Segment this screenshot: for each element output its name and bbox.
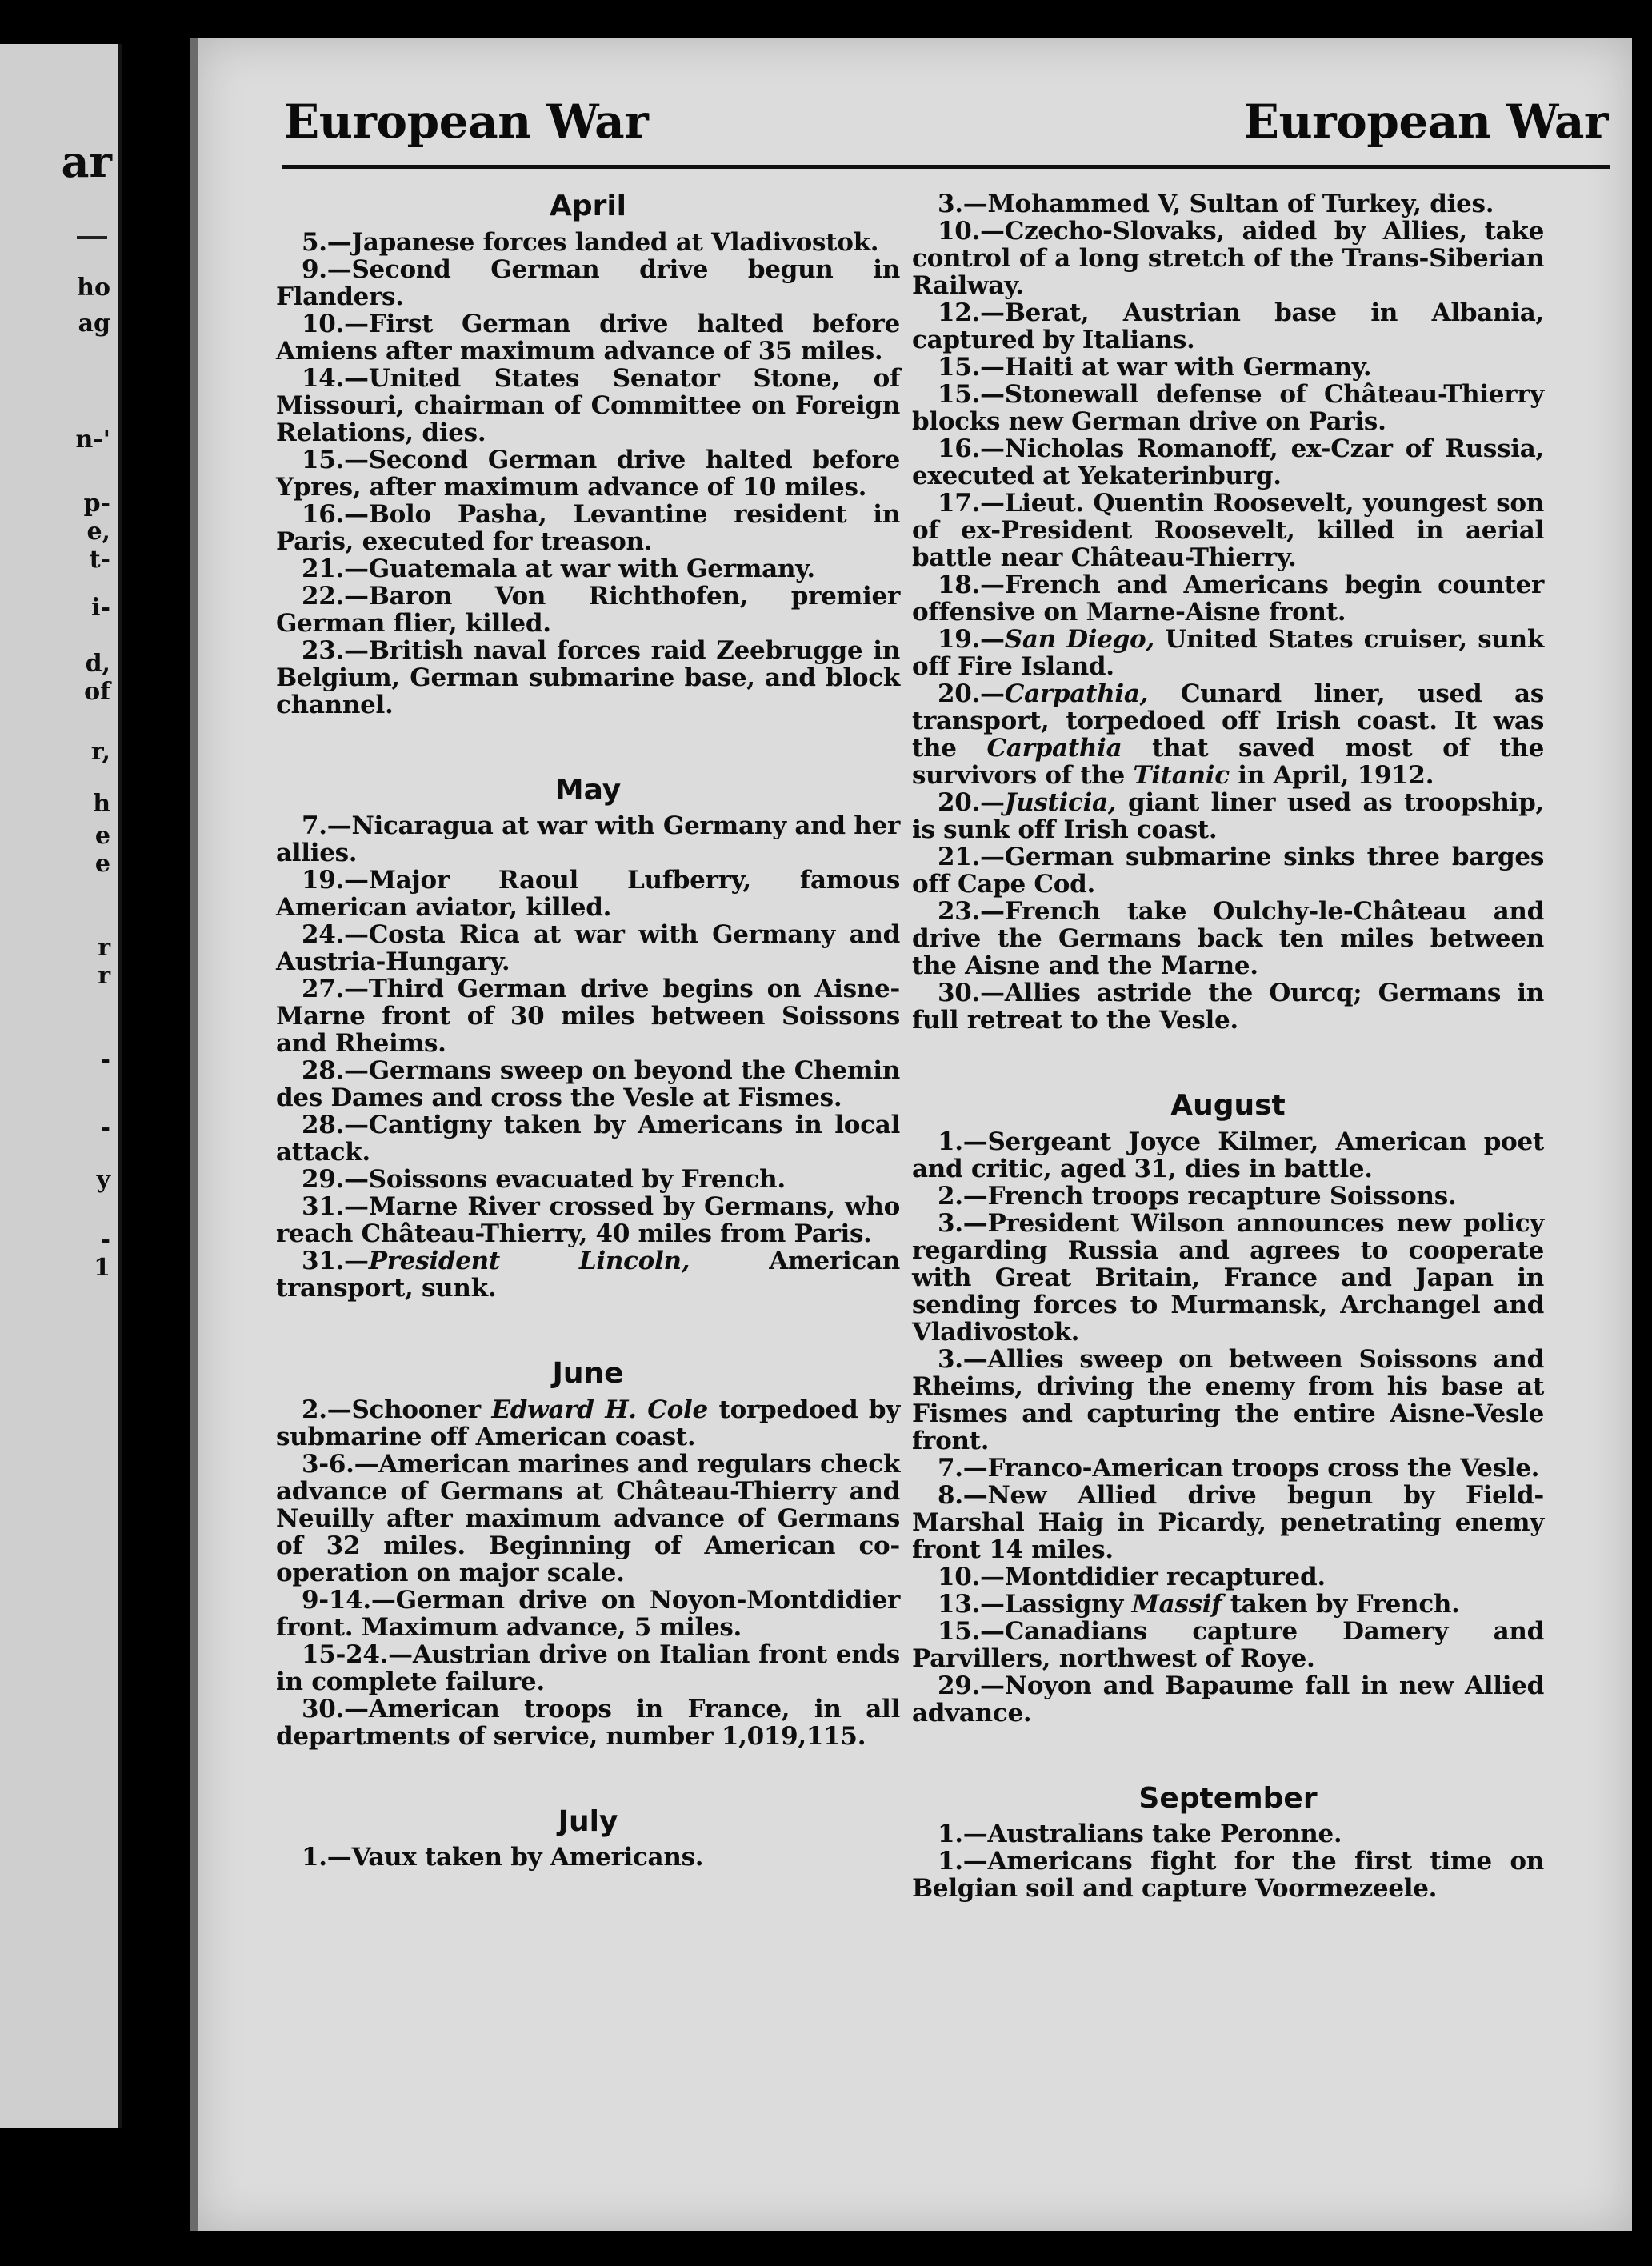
entry-italic-text: Edward H. Cole xyxy=(491,1395,708,1424)
page xyxy=(196,38,1632,2231)
chronology-entry: 30.—American troops in France, in all departments of service, number 1,019,115. xyxy=(276,1694,900,1751)
chronology-entry: 10.—Czecho-Slovaks, aided by Allies, take control of a long stretch of the Trans-Siberian Railway. xyxy=(912,217,1544,300)
entry-text: torpedoed by submarine off American coast. xyxy=(276,1395,900,1451)
month-section xyxy=(912,1090,1544,1727)
chronology-entry: 14.—United States Senator Stone, of Missouri, chairman of Committee on Foreign Relations, dies. xyxy=(276,363,900,447)
chronology-entry: 1.—Australians take Peronne. xyxy=(938,1820,1342,1849)
chronology-entry: 15.—Haiti at war with Germany. xyxy=(938,353,1372,382)
facing-page-fragment: - xyxy=(100,1114,110,1142)
month-heading: June xyxy=(552,1357,624,1391)
entry-text: 20.— xyxy=(938,679,1005,708)
chronology-entry: 3.—President Wilson announces new policy regarding Russia and agrees to cooperate with Great Britain, France and Japan in sending forces to Murmansk, Archangel and Vladivostok. xyxy=(912,1208,1544,1347)
facing-page-rule xyxy=(77,236,107,239)
month-section xyxy=(276,190,900,719)
chronology-entry: 3-6.—American marines and regulars check advance of Germans at Château-Thierry and Neuilly after maximum advance of Germans of 32 miles. Beginning of American co-operation on major scale. xyxy=(276,1449,900,1587)
chronology-entry: 7.—Franco-American troops cross the Vesle. xyxy=(938,1453,1540,1483)
chronology-entry: 9.—Second German drive begun in Flanders. xyxy=(276,254,900,311)
facing-page-fragment: e xyxy=(94,822,110,850)
chronology-entry: 9-14.—German drive on Noyon-Montdidier front. Maximum advance, 5 miles. xyxy=(276,1585,900,1642)
chronology-entry: 2.—French troops recapture Soissons. xyxy=(938,1181,1457,1211)
entry-italic-text: Carpathia xyxy=(986,734,1122,763)
facing-page-header: ar xyxy=(61,136,112,187)
chronology-entry: 29.—Soissons evacuated by French. xyxy=(302,1165,786,1195)
chronology-entry: 23.—British naval forces raid Zeebrugge in Belgium, German submarine base, and block channel. xyxy=(276,635,900,719)
facing-page-fragment: 1 xyxy=(94,1254,110,1282)
chronology-entry: 10.—First German drive halted before Amiens after maximum advance of 35 miles. xyxy=(276,309,900,366)
chronology-entry: 15.—Second German drive halted before Ypres, after maximum advance of 10 miles. xyxy=(276,445,900,502)
entry-italic-text: Justicia, xyxy=(1004,788,1117,817)
chronology-entry xyxy=(276,1396,900,1451)
chronology-entry xyxy=(912,789,1544,843)
chronology-entry: 29.—Noyon and Bapaume fall in new Allied advance. xyxy=(912,1671,1544,1728)
month-section xyxy=(276,1806,900,1872)
chronology-entry: 30.—Allies astride the Ourcq; Germans in full retreat to the Vesle. xyxy=(912,979,1544,1035)
chronology-entry xyxy=(912,680,1544,789)
chronology-entry: 18.—French and Americans begin counter offensive on Marne-Aisne front. xyxy=(912,571,1544,627)
facing-page-fragment: p- xyxy=(83,490,110,518)
entry-italic-text: Titanic xyxy=(1133,761,1230,790)
facing-page-fragment: t- xyxy=(89,546,110,574)
running-header-right: European War xyxy=(1243,94,1608,149)
chronology-entry: 1.—Americans fight for the first time on Belgian soil and capture Voormezeele. xyxy=(912,1847,1544,1904)
chronology-entry: 16.—Bolo Pasha, Levantine resident in Paris, executed for treason. xyxy=(276,499,900,556)
entry-text: 31.— xyxy=(302,1247,369,1276)
facing-page-fragment: of xyxy=(84,678,110,706)
chronology-entry: 1.—Sergeant Joyce Kilmer, American poet and critic, aged 31, dies in battle. xyxy=(912,1127,1544,1183)
chronology-entry: 27.—Third German drive begins on Aisne-Marne front of 30 miles between Soissons and Rheims. xyxy=(276,975,900,1059)
facing-page-fragment: - xyxy=(100,1226,110,1254)
month-section xyxy=(912,190,1544,1034)
facing-page-fragment: ag xyxy=(78,310,110,338)
left-column xyxy=(276,190,900,1871)
entry-text: 13.—Lassigny xyxy=(938,1589,1132,1619)
chronology-entry: 1.—Vaux taken by Americans. xyxy=(302,1843,704,1872)
entry-text: American transport, sunk. xyxy=(276,1247,900,1303)
running-header-left: European War xyxy=(284,94,649,149)
facing-page-fragment: ho xyxy=(77,274,110,302)
facing-page-fragment: e xyxy=(94,850,110,878)
entry-text: United States cruiser, sunk off Fire Island. xyxy=(912,625,1544,681)
chronology-entry: 8.—New Allied drive begun by Field-Marshal Haig in Picardy, penetrating enemy front 14 miles. xyxy=(912,1480,1544,1564)
chronology-entry: 23.—French take Oulchy-le-Château and drive the Germans back ten miles between the Aisne and the Marne. xyxy=(912,897,1544,980)
entry-text: in April, 1912. xyxy=(1229,761,1434,790)
facing-page-fragment: r xyxy=(98,962,110,990)
header-rule xyxy=(282,165,1610,169)
entry-text: taken by French. xyxy=(1222,1589,1460,1619)
facing-page-fragment: y xyxy=(96,1166,110,1194)
chronology-entry: 3.—Mohammed V, Sultan of Turkey, dies. xyxy=(938,190,1494,218)
chronology-entry: 15.—Canadians capture Damery and Parvillers, northwest of Roye. xyxy=(912,1616,1544,1673)
facing-page-fragment: r xyxy=(98,934,110,962)
facing-page-fragment: - xyxy=(100,1046,110,1074)
facing-page-fragment: n-' xyxy=(75,426,110,454)
month-heading: April xyxy=(549,190,627,222)
entry-text: giant liner used as troopship, is sunk off Irish coast. xyxy=(912,788,1544,844)
chronology-entry: 15-24.—Austrian drive on Italian front ends in complete failure. xyxy=(276,1639,900,1696)
right-column xyxy=(912,190,1544,1902)
entry-italic-text: President Lincoln, xyxy=(368,1247,690,1276)
chronology-entry: 3.—Allies sweep on between Soissons and Rheims, driving the enemy from his base at Fismes and capturing the entire Aisne-Vesle front. xyxy=(912,1344,1544,1455)
chronology-entry xyxy=(276,1247,900,1302)
month-section xyxy=(276,775,900,1303)
entry-italic-text: Massif xyxy=(1131,1589,1222,1619)
chronology-entry: 12.—Berat, Austrian base in Albania, captured by Italians. xyxy=(912,298,1544,354)
facing-page xyxy=(0,44,122,2128)
chronology-entry: 10.—Montdidier recaptured. xyxy=(938,1562,1326,1591)
chronology-entry: 21.—Guatemala at war with Germany. xyxy=(302,554,815,583)
entry-text: that saved most of the survivors of the xyxy=(912,734,1544,790)
chronology-entry xyxy=(912,626,1544,680)
month-heading: July xyxy=(558,1804,618,1838)
facing-page-fragment: d, xyxy=(85,650,110,678)
chronology-entry: 24.—Costa Rica at war with Germany and Austria-Hungary. xyxy=(276,920,900,977)
entry-italic-text: San Diego, xyxy=(1004,625,1154,654)
chronology-entry: 22.—Baron Von Richthofen, premier German flier, killed. xyxy=(276,581,900,638)
chronology-entry: 15.—Stonewall defense of Château-Thierry blocks new German drive on Paris. xyxy=(912,380,1544,436)
chronology-entry: 5.—Japanese forces landed at Vladivostok. xyxy=(302,227,879,257)
facing-page-fragment: h xyxy=(93,790,110,818)
month-section xyxy=(276,1358,900,1750)
facing-page-fragment: i- xyxy=(91,594,110,622)
month-section xyxy=(912,1783,1544,1903)
chronology-entry: 19.—Major Raoul Lufberry, famous American aviator, killed. xyxy=(276,866,900,923)
month-heading: September xyxy=(1138,1781,1318,1815)
chronology-entry: 21.—German submarine sinks three barges off Cape Cod. xyxy=(912,843,1544,899)
entry-text: 19.— xyxy=(938,625,1005,654)
chronology-entry xyxy=(912,1591,1544,1618)
chronology-entry: 17.—Lieut. Quentin Roosevelt, youngest son of ex-President Roosevelt, killed in aerial battle near Château-Thierry. xyxy=(912,489,1544,572)
chronology-entry: 31.—Marne River crossed by Germans, who reach Château-Thierry, 40 miles from Paris. xyxy=(276,1192,900,1249)
chronology-entry: 16.—Nicholas Romanoff, ex-Czar of Russia, executed at Yekaterinburg. xyxy=(912,434,1544,490)
chronology-entry: 28.—Germans sweep on beyond the Chemin des Dames and cross the Vesle at Fismes. xyxy=(276,1056,900,1113)
entry-text: 2.—Schooner xyxy=(302,1395,492,1424)
chronology-entry: 28.—Cantigny taken by Americans in local attack. xyxy=(276,1111,900,1167)
month-heading: May xyxy=(554,773,622,807)
entry-text: Cunard liner, used as transport, torpedoed off Irish coast. It was the xyxy=(912,679,1544,763)
entry-italic-text: Carpathia, xyxy=(1004,679,1149,708)
entry-text: 20.— xyxy=(938,788,1005,817)
month-heading: August xyxy=(1170,1089,1286,1122)
facing-page-fragment: e, xyxy=(86,518,110,546)
chronology-entry: 7.—Nicaragua at war with Germany and her allies. xyxy=(276,811,900,868)
facing-page-fragment: r, xyxy=(90,738,110,766)
